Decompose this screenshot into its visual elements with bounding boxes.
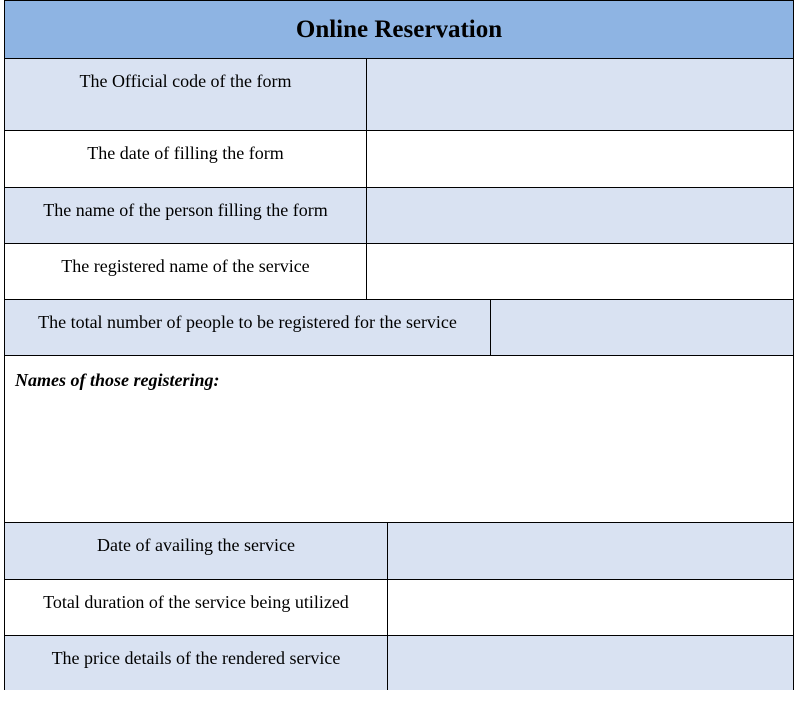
names-block-label: Names of those registering: [15,370,220,390]
field-label-total-duration: Total duration of the service being utilized [5,580,388,635]
field-input-date-filling[interactable] [367,131,793,187]
field-label-total-people: The total number of people to be registered for the service [5,300,491,355]
field-label-person-name: The name of the person filling the form [5,188,367,243]
field-row-date-availing [5,523,793,580]
field-input-price-details[interactable] [388,636,793,690]
field-input-date-availing[interactable] [388,523,793,579]
field-input-total-people[interactable] [491,300,793,355]
field-row-date-filling [5,131,793,188]
field-label-service-name: The registered name of the service [5,244,367,299]
field-row-official-code [5,59,793,131]
field-label-official-code: The Official code of the form [5,59,367,130]
field-input-person-name[interactable] [367,188,793,243]
field-row-total-people [5,300,793,356]
form-title: Online Reservation [5,1,793,59]
field-label-price-details: The price details of the rendered service [5,636,388,690]
field-input-total-duration[interactable] [388,580,793,635]
field-label-date-filling: The date of filling the form [5,131,367,187]
names-block[interactable] [5,356,793,523]
field-row-person-name [5,188,793,244]
field-label-date-availing: Date of availing the service [5,523,388,579]
field-input-service-name[interactable] [367,244,793,299]
field-row-service-name [5,244,793,300]
online-reservation-form [4,0,794,690]
field-row-price-details [5,636,793,690]
field-row-total-duration [5,580,793,636]
field-input-official-code[interactable] [367,59,793,130]
